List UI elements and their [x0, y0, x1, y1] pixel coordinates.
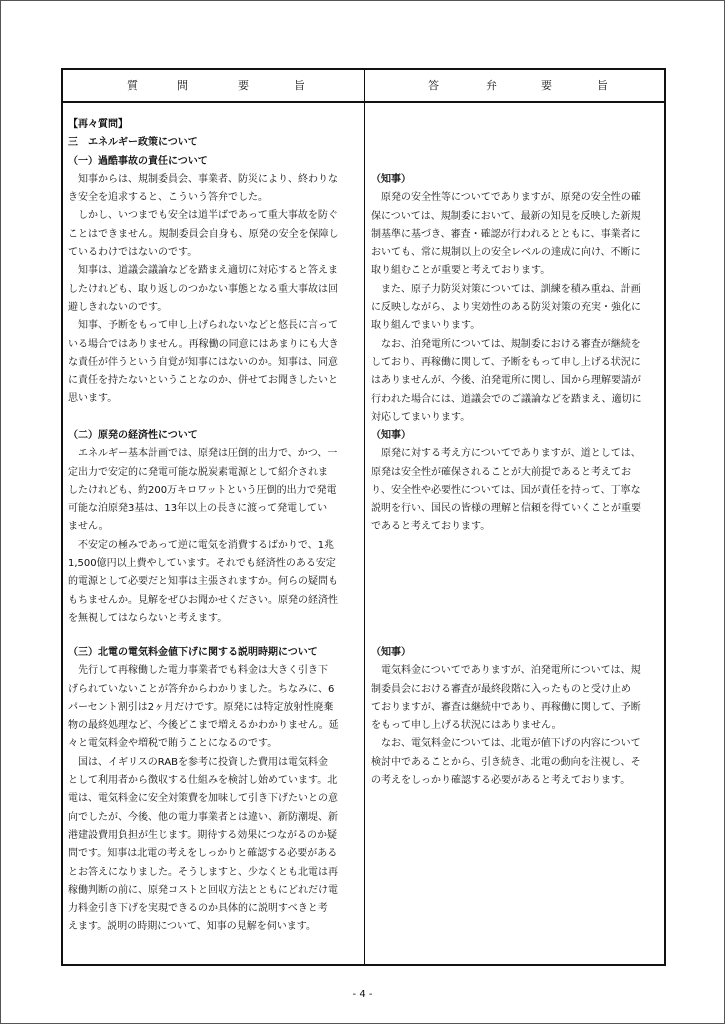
- text-line: 先行して再稼働した電力事業者でも料金は大きく引き下: [68, 665, 328, 677]
- text-line: いる場合ではありません。再稼働の同意にはあまりにも大き: [68, 338, 339, 350]
- header-char: 弁: [486, 79, 497, 92]
- text-line: 制基準に基づき、審査・確認が行われるとともに、事業者に: [371, 228, 641, 240]
- text-line: 思います。: [68, 393, 118, 405]
- question-summary-header: [63, 70, 364, 101]
- answer-summary-header: [366, 70, 666, 101]
- question-section-2: [68, 427, 361, 628]
- text-line: 的電源として必要だと知事は主張されますか。何らの疑問も: [68, 576, 338, 588]
- text-line: 問です。知事は北電の考えをしっかりと確認する必要がある: [68, 848, 338, 860]
- text-line: ことはできません。規制委員会自身も、原発の安全を保障し: [68, 228, 339, 240]
- text-line: 定出力で安定的に発電可能な脱炭素電源として紹介されま: [68, 466, 328, 478]
- text-line: 港建設費用負担が生じます。期待する効果につながるのか疑: [68, 829, 337, 841]
- section-label: 【再々質問】: [68, 119, 128, 130]
- text-line: えます。説明の時期について、知事の見解を伺います。: [68, 921, 316, 933]
- question-section-3: [68, 644, 361, 937]
- text-line: 電は、電気料金に安全対策費を加味して引き下げたいとの意: [68, 793, 338, 805]
- text-line: に反映しながら、より実効性のある防災対策の充実・強化に: [371, 302, 641, 314]
- header-char: 答: [428, 79, 439, 92]
- text-line: 説明を行い、国民の皆様の理解と信頼を得ていくことが重要: [371, 503, 641, 515]
- text-line: 知事は、道議会議論などを踏まえ適切に対応すると答えま: [68, 265, 338, 277]
- text-line: 原発の安全性等についてでありますが、原発の安全性の確: [371, 192, 641, 204]
- table-header: [63, 70, 664, 103]
- text-line: しかし、いつまでも安全は道半ばであって重大事故を防ぐ: [68, 210, 338, 222]
- text-line: 避しきれないのです。: [68, 301, 168, 313]
- text-line: 取り組むことが重要と考えております。: [371, 265, 551, 277]
- text-line: な責任が伴うという自覚が知事にはないのか。知事は、同意: [68, 356, 338, 368]
- text-line: 々と電気料金や増税で賄うことになるのです。: [68, 738, 278, 750]
- text-line: したけれども、取り返しのつかない事態となる重大事故は回: [68, 283, 338, 295]
- text-line: の考えをしっかり確認する必要があると考えております。: [371, 775, 631, 787]
- text-line: 可能な泊原発3基は、13年以上の長きに渡って発電してい: [68, 503, 328, 515]
- text-line: 1,500億円以上費やしています。それでも経済性のある安定: [68, 558, 336, 570]
- text-line: エネルギー基本計画では、原発は圧倒的出力で、かつ、一: [68, 448, 338, 460]
- text-line: 向でしたが、今後、他の電力事業者とは違い、新防潮堤、新: [68, 811, 338, 823]
- text-line: ておりますが、審査は継続中であり、再稼働に関して、予断: [371, 701, 641, 713]
- text-line: 制委員会における審査が最終段階に入ったものと受け止め: [371, 683, 631, 695]
- topic-title: 三 エネルギー政策について: [68, 137, 198, 149]
- text-line: また、原子力防災対策については、訓練を積み重ね、計画: [371, 283, 641, 295]
- speaker-label: （知事）: [371, 174, 411, 185]
- text-line: に責任を持たないということなのか、併せてお聞きしたいと: [68, 375, 338, 387]
- text-line: 稼働判断の前に、原発コストと回収方法とともにどれだけ電: [68, 884, 338, 896]
- text-line: 検討中であることから、引き続き、北電の動向を注視し、そ: [371, 756, 641, 768]
- text-line: とお答えになりました。そうしますと、少なくとも北電は再: [68, 866, 338, 878]
- text-line: 行われた場合には、道議会でのご議論などを踏まえ、適切に: [371, 393, 642, 405]
- speaker-label: （知事）: [371, 647, 411, 658]
- text-line: り、安全性や必要性については、国が責任を持って、丁寧な: [371, 484, 641, 496]
- subtopic-title: （二）原発の経済性について: [68, 430, 198, 441]
- text-line: 国は、イギリスのRABを参考に投資した費用は電気料金: [68, 756, 329, 768]
- text-line: 対応してまいります。: [371, 411, 471, 423]
- text-line: パーセント割引は2ヶ月だけです。原発には特定放射性廃棄: [68, 701, 334, 713]
- text-line: 知事、予断をもって申し上げられないなどと悠長に言って: [68, 320, 338, 332]
- header-char: 要: [238, 79, 249, 92]
- subtopic-title: （一）過酷事故の責任について: [68, 155, 208, 167]
- text-line: なお、電気料金については、北電が値下げの内容について: [371, 738, 641, 750]
- speaker-label: （知事）: [371, 430, 411, 441]
- subtopic-title: （三）北電の電気料金値下げに関する説明時期について: [68, 647, 318, 658]
- text-line: 不安定の極みであって逆に電気を消費するばかりで、1兆: [68, 539, 335, 551]
- text-line: 力料金引き下げを実現できるのか具体的に説明すべきと考: [68, 903, 328, 915]
- header-char: 要: [541, 79, 552, 92]
- text-line: 原発に対する考え方についてでありますが、道としては、: [371, 448, 641, 460]
- text-line: げられていないことが答弁からわかりました。ちなみに、6: [68, 683, 335, 695]
- text-line: 保については、規制委において、最新の知見を反映した新規: [371, 210, 641, 222]
- text-line: はありませんが、今後、泊発電所に関し、国から理解要請が: [371, 375, 641, 387]
- question-intro: [68, 116, 361, 153]
- text-line: ません。: [68, 521, 109, 533]
- text-line: 取り組んでまいります。: [371, 320, 481, 332]
- text-line: ているわけではないのです。: [68, 247, 198, 259]
- header-char: 質: [127, 79, 138, 92]
- question-section-1: [68, 153, 361, 409]
- text-line: もちませんか。見解をぜひお聞かせください。原発の経済性: [68, 594, 338, 606]
- text-line: であると考えております。: [371, 521, 491, 533]
- text-line: しており、再稼働に関して、予断をもって申し上げる状況に: [371, 356, 641, 368]
- text-line: おいても、常に規制以上の安全レベルの達成に向け、不断に: [371, 247, 641, 259]
- answer-section-3: [371, 644, 661, 790]
- header-char: 問: [177, 79, 188, 92]
- text-line: 知事からは、規制委員会、事業者、防災により、終わりな: [68, 173, 338, 185]
- page-number: - 4 -: [352, 989, 373, 1000]
- column-divider: [364, 70, 365, 964]
- text-line: をもって申し上げる状況にはありません。: [371, 720, 562, 732]
- text-line: を無視してはならないと考えます。: [68, 612, 228, 624]
- text-line: したけれども、約200万キロワットという圧倒的出力で発電: [68, 484, 337, 496]
- header-char: 旨: [597, 79, 608, 92]
- text-line: として利用者から徴収する仕組みを検討し始めています。北: [68, 775, 338, 787]
- qa-table: [61, 68, 666, 966]
- text-line: 原発は安全性が確保されることが大前提であると考えてお: [371, 466, 631, 478]
- answer-section-1: [371, 171, 661, 427]
- answer-section-2: [371, 427, 661, 537]
- text-line: 電気料金についてでありますが、泊発電所については、規: [371, 665, 641, 677]
- text-line: き安全を追求すると、こういう答弁でした。: [68, 192, 268, 204]
- text-line: なお、泊発電所については、規制委における審査が継続を: [371, 338, 641, 350]
- text-line: 物の最終処理など、今後どこまで増えるかわかりません。延: [68, 720, 339, 732]
- header-char: 旨: [294, 79, 305, 92]
